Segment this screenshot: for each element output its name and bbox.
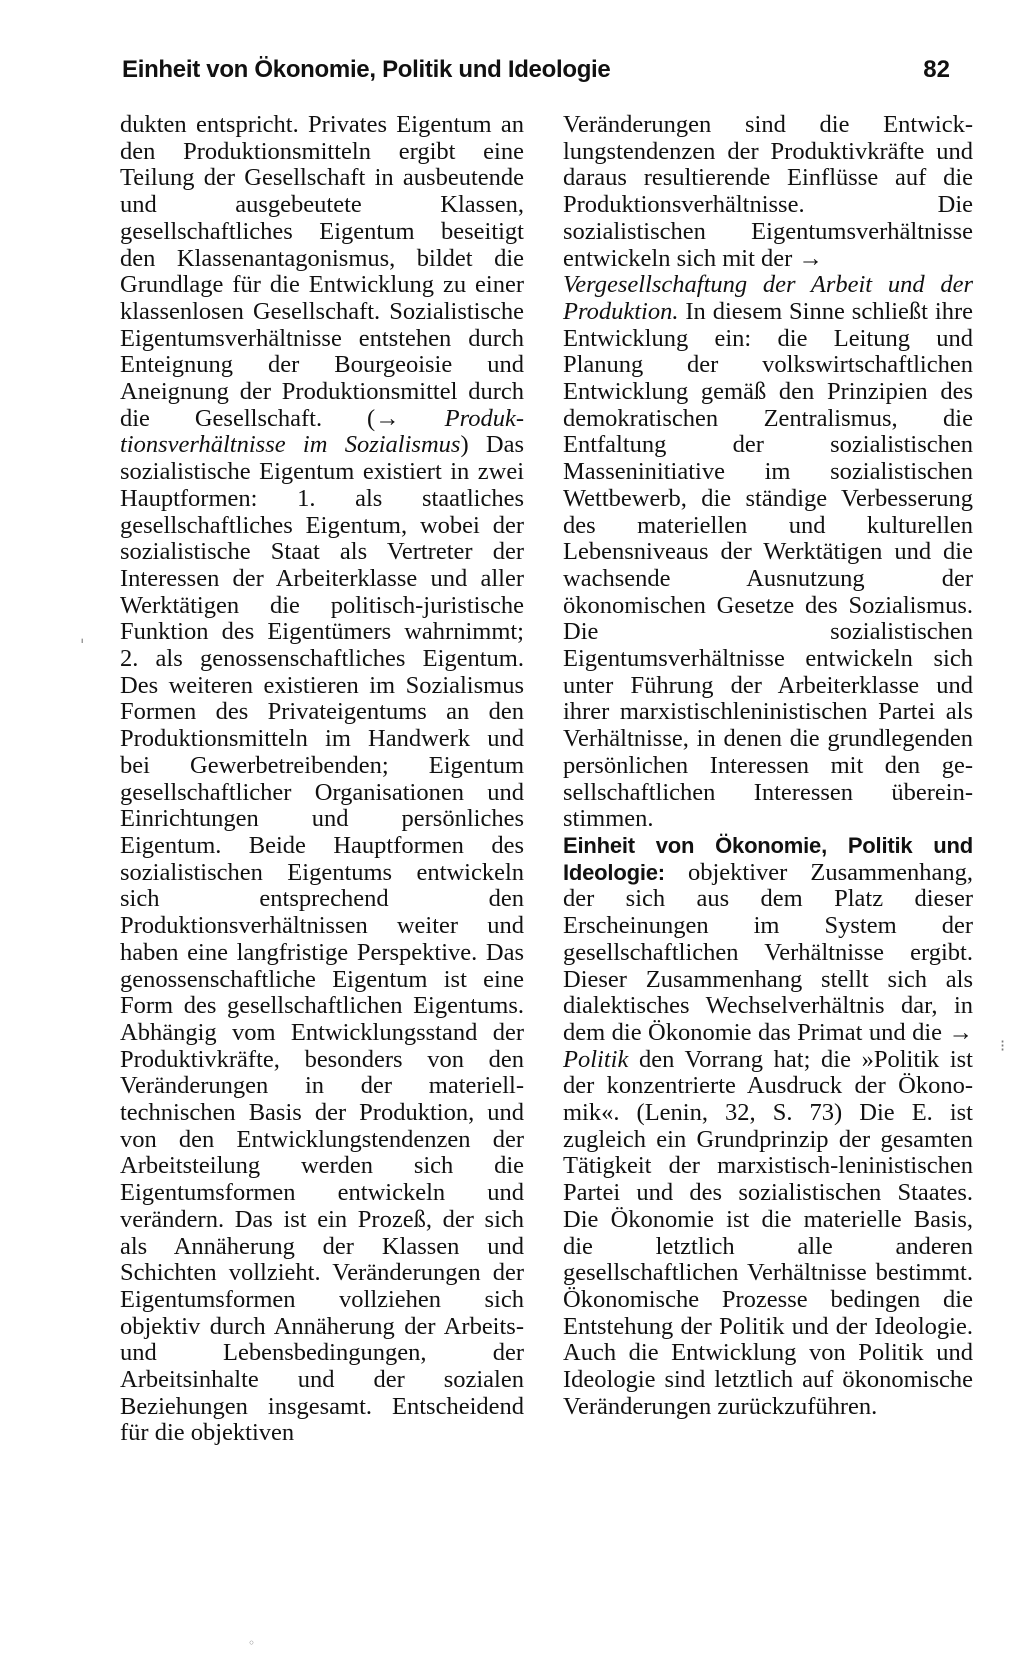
entry-headword: Einheit von Ökonomie, Politik und Ideologie:: [563, 832, 973, 885]
cross-reference-arrow-icon: →: [798, 244, 823, 272]
scan-speck-mark: ˈ: [80, 636, 85, 655]
left-column: [120, 112, 524, 1447]
dictionary-entry: [563, 833, 973, 1420]
running-header: [122, 56, 950, 96]
right-paragraph: [563, 112, 973, 833]
cross-reference-arrow-icon: →: [375, 404, 400, 432]
scan-speck-mark: ⁝: [1000, 1036, 1006, 1055]
page-number: 82: [923, 56, 950, 83]
cross-reference-vergesellschaftung[interactable]: Vergesellschaftung der Arbeit und der Produktion.: [563, 271, 973, 325]
left-text-1: dukten entspricht. Privates Eigentum an den Produktionsmitteln ergibt eine Teilung der Gesellschaft in ausbeutende und ausgebeutete Klassen, gesellschaftliches Eigentum beseitigt den Klassenantagonismus, bildet die Grundlage für die Entwicklung zu einer klassenlosen Gesellschaft. Sozialistische Eigentumsverhältnisse entstehen durch Enteignung der Bourgeoisie und Aneignung der Produktionsmittel durch die Gesellschaft. (: [120, 111, 524, 432]
cross-reference-politik[interactable]: Politik: [563, 1045, 629, 1073]
header-title: Einheit von Ökonomie, Politik und Ideologie: [122, 56, 611, 83]
right-text-1: Veränderungen sind die Entwicklungstendenzen der Produktivkräfte und daraus resultierende Einflüsse auf die Produktionsverhältnisse. Die sozialistischen Eigentumsverhältnisse entwickeln sich mit der: [563, 111, 973, 272]
entry-text-2: den Vorrang hat; die »Politik ist der konzentrierte Ausdruck der Ökonomik«. (Lenin, 32, S. 73) Die E. ist zugleich ein Grundprinzip der gesamten Tätigkeit der marxistisch-leninistischen Partei und des sozialistischen Staates. Die Ökonomie ist die materielle Basis, die letztlich alle anderen gesellschaftlichen Verhältnisse bestimmt. Ökonomische Prozesse bedingen die Entstehung der Politik und der Ideologie. Auch die Entwicklung von Politik und Ideologie sind letztlich auf ökonomische Veränderungen zurückzuführen.: [563, 1045, 973, 1420]
right-text-2: In diesem Sinne schließt ihre Entwicklung ein: die Leitung und Planung der volkswirtschaftlichen Entwicklung gemäß den Prinzipien des demokratischen Zentralismus, die Entfaltung der sozialistischen Masseninitiative im sozialistischen Wettbewerb, die ständige Verbesserung des materiellen und kulturellen Lebensniveaus der Werktätigen und die wachsende Ausnutzung der ökonomischen Gesetze des Sozialismus. Die sozialistischen Eigentumsverhältnisse entwickeln sich unter Führung der Arbeiterklasse und ihrer marxistischleninistischen Partei als Verhältnisse, in denen die grundlegenden persönlichen Interessen mit den gesellschaftlichen Interessen übereinstimmen.: [563, 297, 973, 833]
right-column: [563, 112, 973, 1420]
scan-speck-mark: ◦: [248, 1636, 256, 1650]
entry-text-1: objektiver Zusammenhang, der sich aus dem Platz dieser Erscheinungen im System der gesellschaftlichen Verhältnisse ergibt. Dieser Zusammenhang stellt sich als dialektisches Wechselverhältnis dar, in dem die Ökonomie das Primat und die: [563, 858, 973, 1046]
left-text-2: ) Das sozialistische Eigentum existiert in zwei Hauptformen: 1. als staatliches gesellschaftliches Eigentum, wobei der sozialistische Staat als Vertreter der Interessen der Arbeiterklasse und aller Werktätigen die politisch-juristische Funktion des Eigentümers wahrnimmt; 2. als genossenschaftliches Eigentum. Des weiteren existieren im Sozialismus Formen des Privateigentums an den Produktionsmitteln im Handwerk und bei Gewerbetreibenden; Eigentum gesellschaftlicher Organisationen und Einrichtungen und persönliches Eigentum. Beide Hauptformen des sozialistischen Eigentums entwickeln sich entsprechend den Produktionsverhältnissen weiter und haben eine langfristige Perspektive. Das genossenschaftliche Eigentum ist eine Form des gesellschaftlichen Eigentums. Abhängig vom Entwicklungsstand der Produktivkräfte, besonders von den Veränderungen in der materielltechnischen Basis der Produktion, und von den Entwicklungstendenzen der Arbeitsteilung werden sich die Eigentumsformen entwickeln und verändern. Das ist ein Prozeß, der sich als Annäherung der Klassen und Schichten vollzieht. Veränderungen der Eigentumsformen vollziehen sich objektiv durch Annäherung der Arbeits- und Lebensbedingungen, der Arbeitsinhalte und der sozialen Beziehungen insgesamt. Entscheidend für die objektiven: [120, 431, 525, 1447]
cross-reference-produktionsverhaeltnisse[interactable]: Produktionsverhältnisse im Sozialismus: [120, 404, 524, 459]
left-paragraph: [120, 112, 524, 1447]
cross-reference-arrow-icon: →: [948, 1018, 973, 1046]
